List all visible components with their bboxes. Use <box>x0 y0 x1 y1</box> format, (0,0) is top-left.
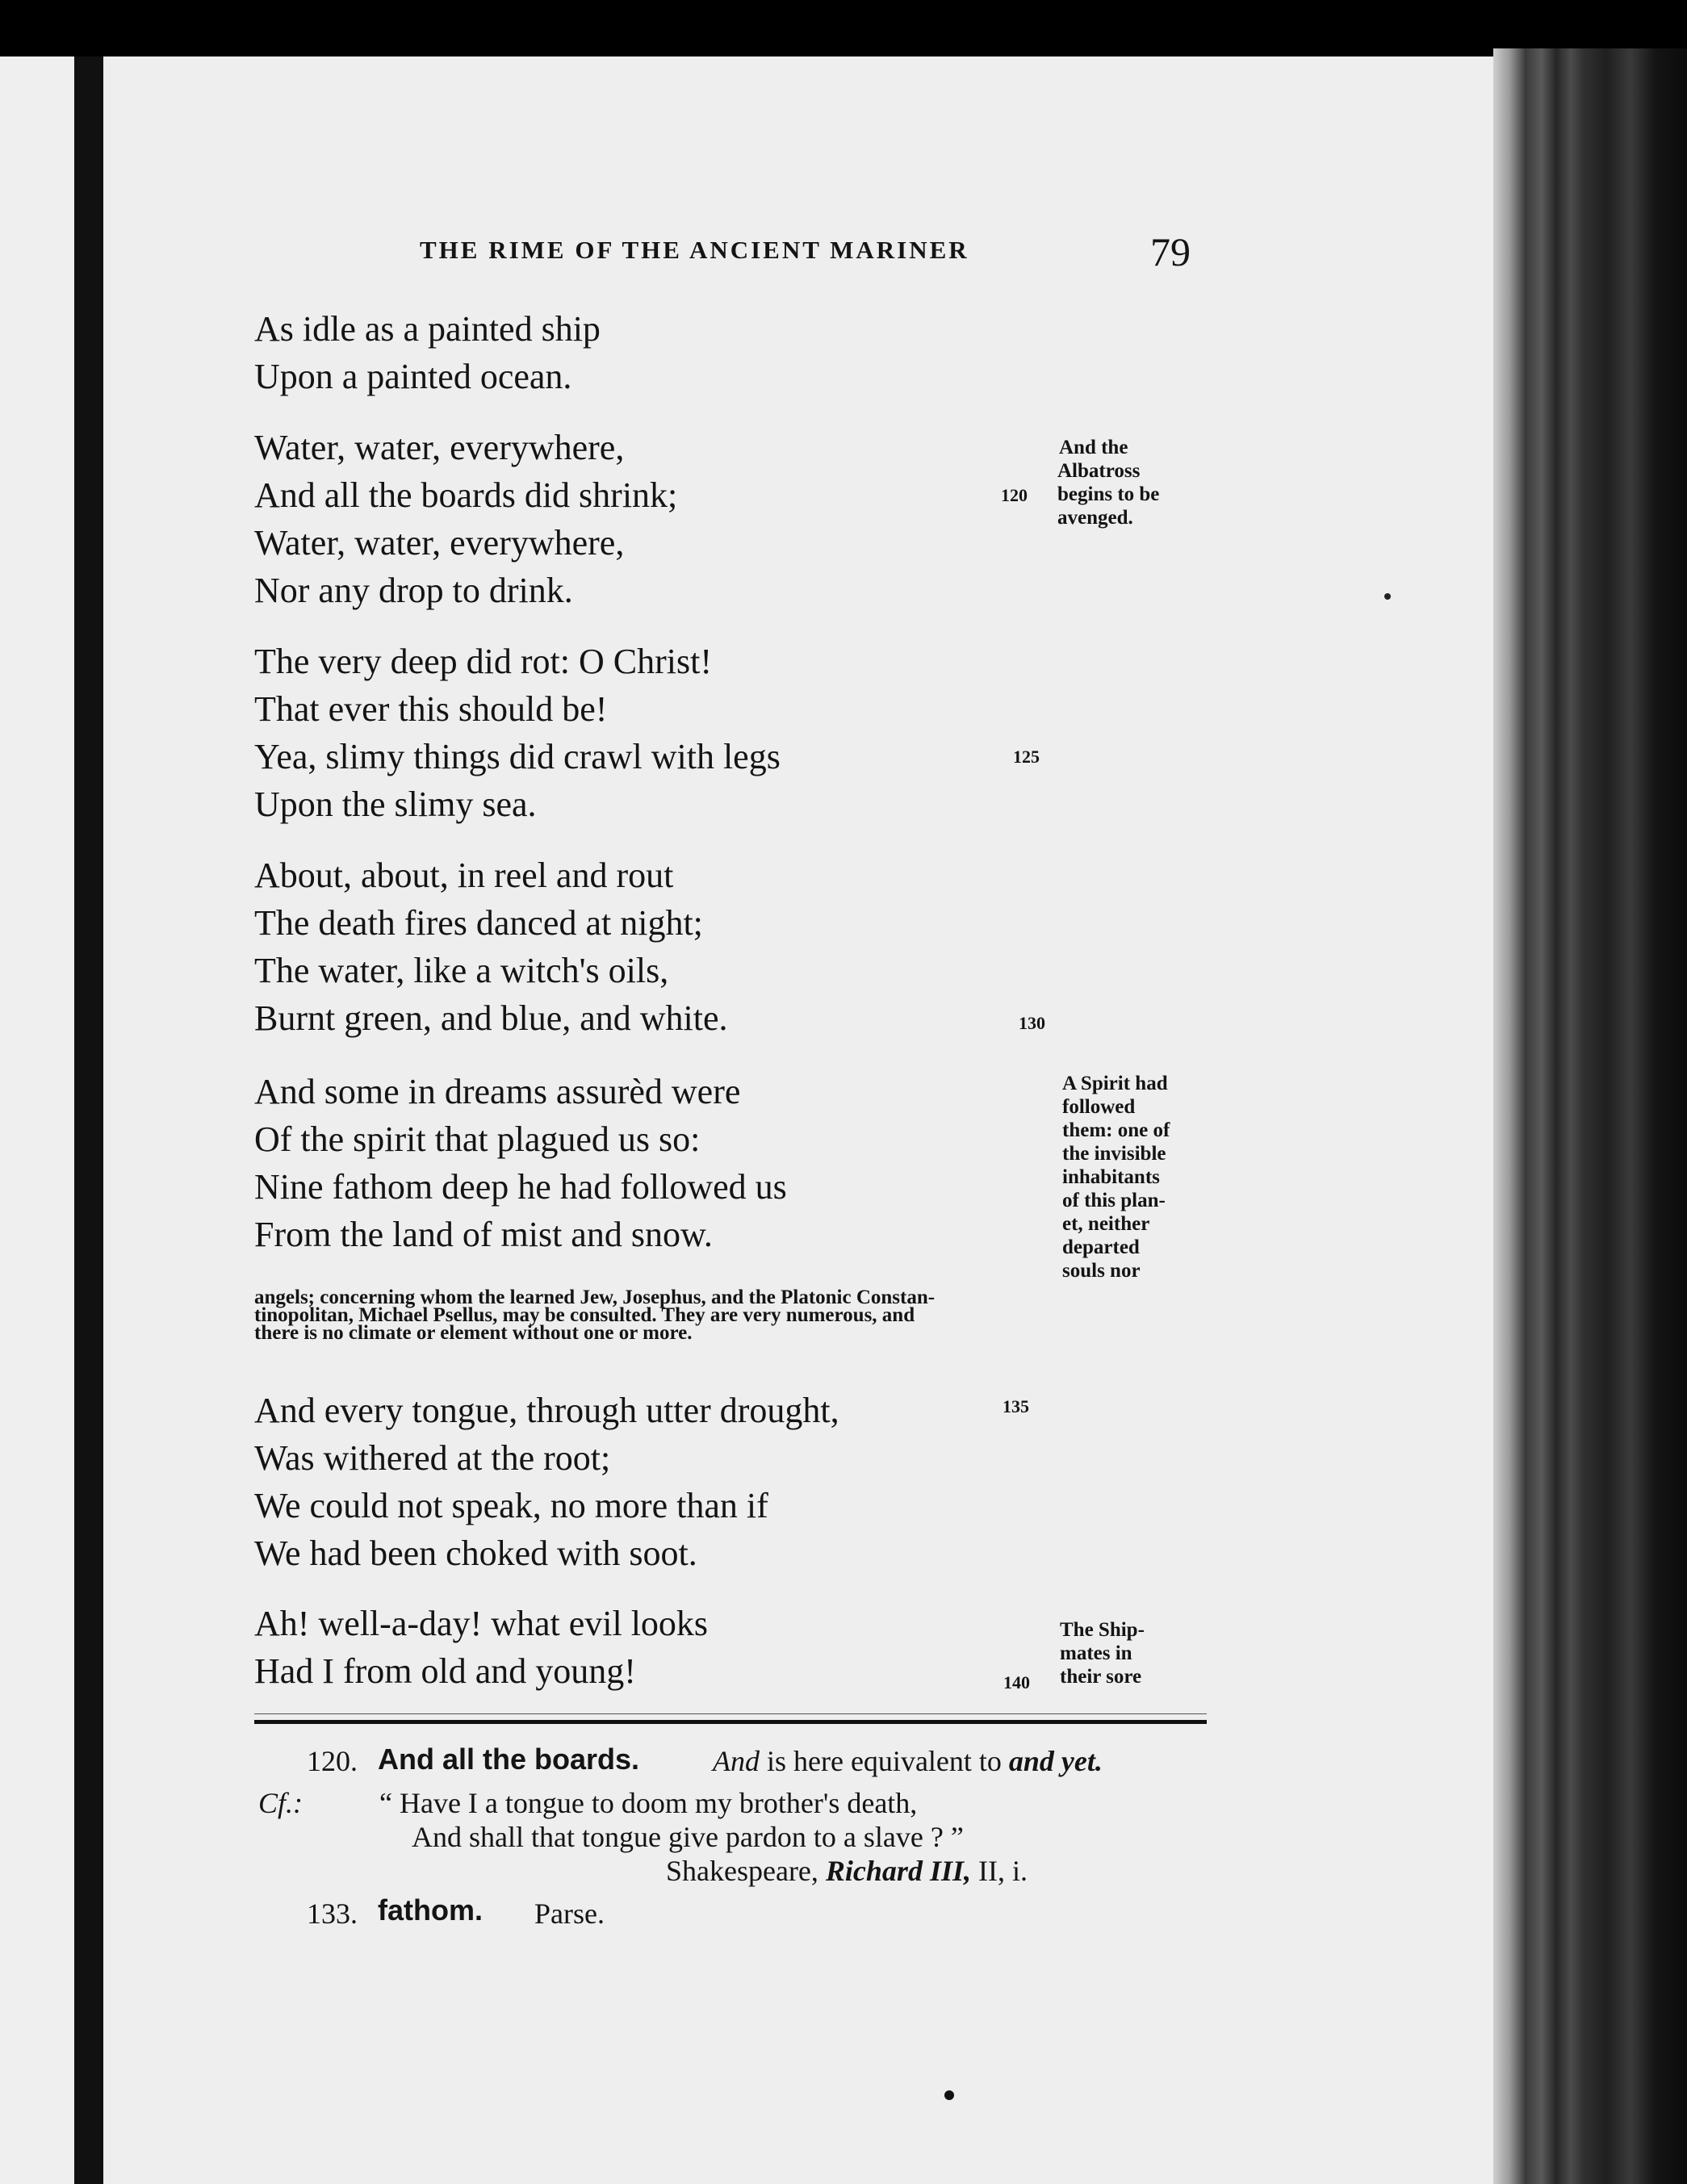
line-number: 130 <box>1019 1013 1045 1033</box>
book-gutter <box>74 56 103 2184</box>
note-quote: And shall that tongue give pardon to a slave ? ” <box>412 1821 964 1853</box>
scan-speck <box>1384 593 1391 600</box>
marginal-gloss-shipmates: The Ship- mates in their sore <box>1060 1619 1145 1688</box>
verse-line: Upon a painted ocean. <box>254 357 572 396</box>
line-number: 120 <box>1001 485 1028 505</box>
note-number: 133. <box>307 1897 358 1930</box>
verse-line: Had I from old and young! <box>254 1651 636 1691</box>
verse-line: Of the spirit that plagued us so: <box>254 1119 701 1159</box>
footnote-rule-thin <box>254 1713 1207 1714</box>
note-text: Parse. <box>534 1897 605 1930</box>
verse-line: Water, water, everywhere, <box>254 523 625 563</box>
note-quote: “ Have I a tongue to doom my brother's death, <box>379 1787 918 1819</box>
note-attribution: Shakespeare, Richard III, II, i. <box>666 1855 1028 1887</box>
note-cf: Cf.: <box>258 1787 303 1819</box>
footnote-rule <box>254 1720 1207 1724</box>
stanza-7 <box>254 1600 708 1695</box>
verse-line: Was withered at the root; <box>254 1438 611 1478</box>
stanza-3 <box>254 638 781 828</box>
verse-line: The death fires danced at night; <box>254 903 703 943</box>
stanza-4 <box>254 851 728 1042</box>
stanza-6 <box>254 1387 839 1577</box>
marginal-gloss-spirit-continued: angels; concerning whom the learned Jew, Josephus, and the Platonic Constan- tinopolitan, Michael Psellus, may be consulted. They are very numerous, and there is no climate or element without one or more. <box>254 1287 936 1344</box>
note-headword: fathom. <box>378 1893 483 1927</box>
verse-line: We could not speak, no more than if <box>254 1486 768 1525</box>
verse-line: That ever this should be! <box>254 689 608 729</box>
line-number: 140 <box>1003 1672 1030 1692</box>
verse-line: Burnt green, and blue, and white. <box>254 998 728 1038</box>
verse-line: Water, water, everywhere, <box>254 428 625 467</box>
stanza-1 <box>254 305 601 400</box>
line-number: 135 <box>1003 1396 1029 1416</box>
marginal-gloss-albatross: And the Albatross begins to be avenged. <box>1057 437 1160 529</box>
stanza-2 <box>254 424 677 614</box>
verse-line: Yea, slimy things did crawl with legs <box>254 737 781 776</box>
stanza-5 <box>254 1068 787 1258</box>
note-text: And is here equivalent to and yet. <box>713 1745 1103 1777</box>
note-number: 120. <box>307 1745 358 1777</box>
verse-line: And some in dreams assurèd were <box>254 1072 741 1111</box>
page-edges <box>1493 48 1687 2184</box>
verse-line: Nor any drop to drink. <box>254 571 573 610</box>
verse-line: Nine fathom deep he had followed us <box>254 1167 787 1207</box>
facing-page-edge <box>0 56 74 2184</box>
running-header: THE RIME OF THE ANCIENT MARINER <box>420 236 969 264</box>
verse-line: We had been choked with soot. <box>254 1533 697 1573</box>
marginal-gloss-spirit: A Spirit had followed them: one of the invisible inhabitants of this plan- et, neither departed souls nor <box>1062 1073 1170 1282</box>
verse-line: Upon the slimy sea. <box>254 784 537 824</box>
verse-line: About, about, in reel and rout <box>254 856 674 895</box>
note-headword: And all the boards. <box>378 1743 640 1776</box>
line-number: 125 <box>1013 747 1040 767</box>
scan-speck <box>944 2090 954 2100</box>
verse-line: Ah! well-a-day! what evil looks <box>254 1604 709 1643</box>
verse-line: As idle as a painted ship <box>254 309 601 349</box>
verse-line: And all the boards did shrink; <box>254 475 678 515</box>
scan-border-top <box>0 0 1687 56</box>
page-number: 79 <box>1150 229 1191 274</box>
verse-line: The water, like a witch's oils, <box>254 951 669 990</box>
verse-line: The very deep did rot: O Christ! <box>254 642 712 681</box>
verse-line: And every tongue, through utter drought, <box>254 1391 839 1430</box>
verse-line: From the land of mist and snow. <box>254 1215 713 1254</box>
